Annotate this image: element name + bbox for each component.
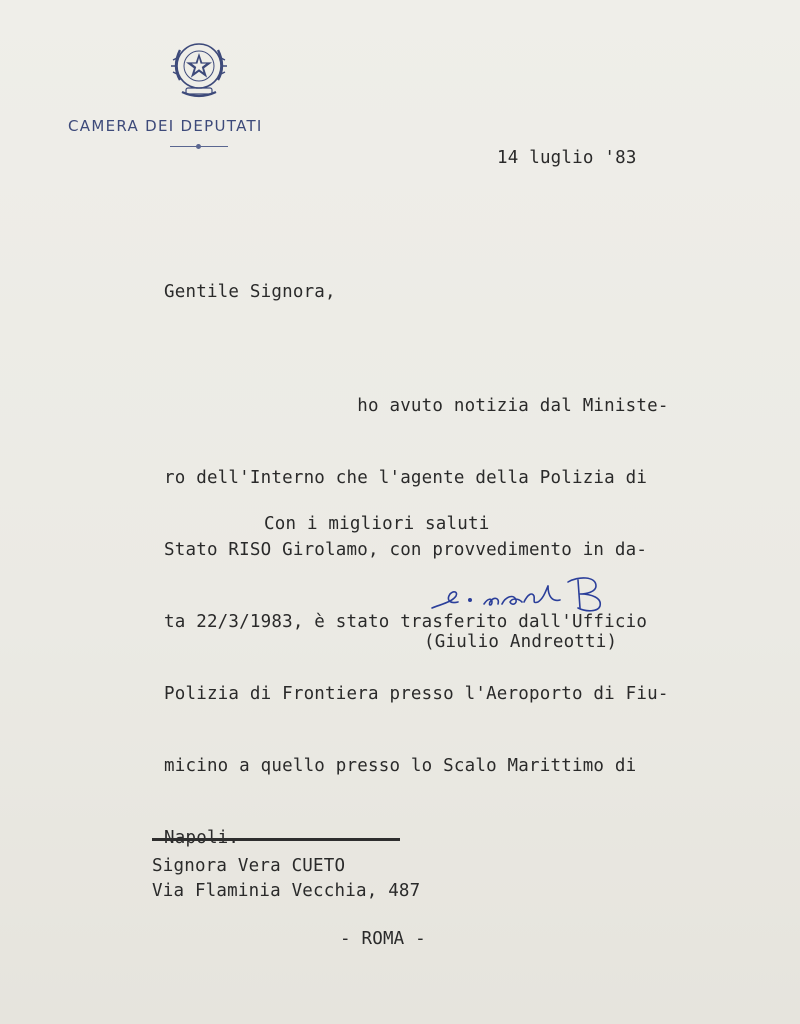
letterhead-divider-ornament xyxy=(196,144,201,149)
body-line: ta 22/3/1983, è stato trasferito dall'Ufficio xyxy=(164,612,648,632)
letter-body xyxy=(164,346,669,898)
recipient-city: - ROMA - xyxy=(340,929,426,949)
italian-republic-emblem-icon xyxy=(166,36,232,104)
address-divider xyxy=(152,838,400,841)
body-line: micino a quello presso lo Scalo Marittimo di xyxy=(164,756,637,776)
closing: Con i migliori saluti xyxy=(264,514,490,534)
recipient-name: Signora Vera CUETO xyxy=(152,856,346,876)
letter-date: 14 luglio '83 xyxy=(497,148,637,168)
body-line: ro dell'Interno che l'agente della Polizia di xyxy=(164,468,648,488)
letterhead-institution: CAMERA DEI DEPUTATI xyxy=(68,117,263,135)
signatory-name: (Giulio Andreotti) xyxy=(424,632,618,652)
salutation: Gentile Signora, xyxy=(164,282,336,302)
recipient-street: Via Flaminia Vecchia, 487 xyxy=(152,881,421,901)
body-line: ho avuto notizia dal Ministe- xyxy=(164,396,669,416)
handwritten-signature-icon xyxy=(428,568,638,614)
body-line: Polizia di Frontiera presso l'Aeroporto di Fiu- xyxy=(164,684,669,704)
body-line: Stato RISO Girolamo, con provvedimento in da- xyxy=(164,540,648,560)
